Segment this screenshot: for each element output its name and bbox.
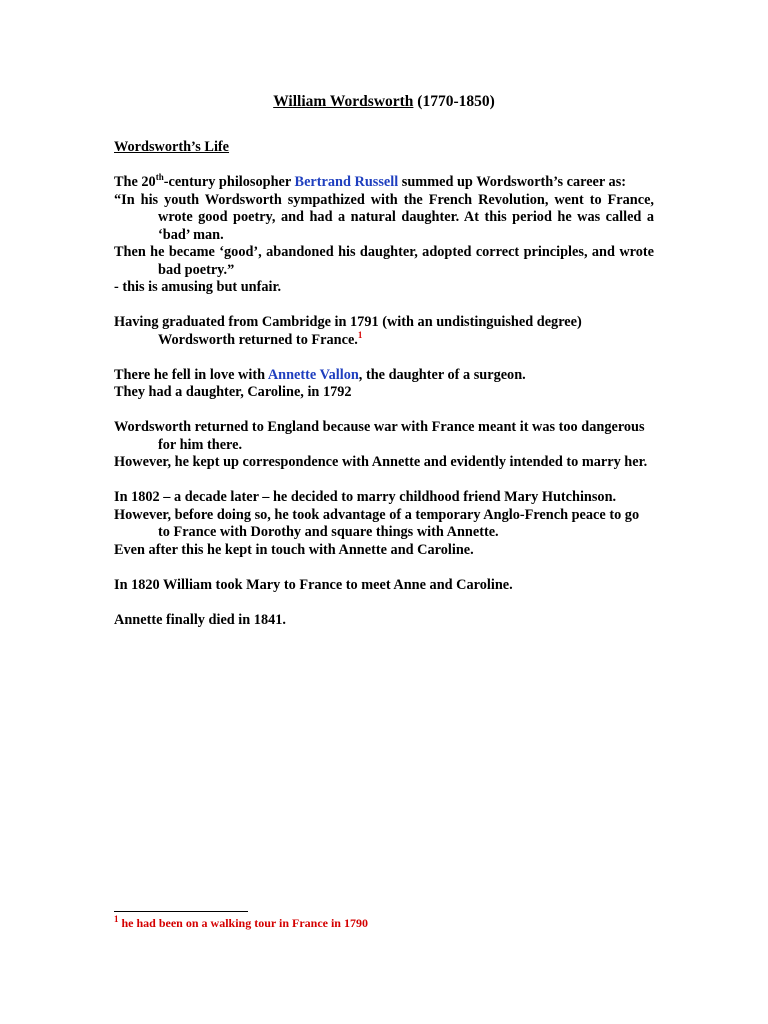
marriage-line-3: Even after this he kept in touch with Annette and Caroline. [114, 541, 474, 558]
annette-line-1 [114, 367, 654, 385]
intro-text-a: The 20 [114, 174, 156, 190]
intro-text-c: summed up Wordsworth’s career as: [398, 174, 627, 190]
superscript-th: th [155, 172, 164, 183]
annette-vallon-link[interactable]: Annette Vallon [267, 366, 359, 383]
paragraph-cambridge [114, 314, 654, 349]
title-name: William Wordsworth [273, 93, 414, 110]
paragraph-1820 [114, 577, 654, 595]
paragraph-russell [114, 174, 654, 297]
section-heading: Wordsworth’s Life [114, 138, 230, 155]
paragraph-annette [114, 367, 654, 402]
bertrand-russell-link[interactable]: Bertrand Russell [294, 174, 399, 190]
marriage-line-2: However, before doing so, he took advantage of a temporary Anglo-French peace to go to France with Dorothy and square things with Annette. [114, 506, 640, 540]
death-line: Annette finally died in 1841. [114, 611, 286, 628]
footnote [114, 915, 368, 931]
comment-line: - this is amusing but unfair. [114, 279, 282, 295]
footnote-separator [114, 911, 248, 912]
title-dates: (1770-1850) [417, 93, 495, 110]
paragraph-1802 [114, 489, 654, 559]
annette-text-b: , the daughter of a surgeon. [358, 366, 526, 383]
russell-intro [114, 174, 654, 192]
annette-text-a: There he fell in love with [114, 366, 268, 383]
footnote-reference[interactable]: 1 [357, 329, 363, 340]
intro-text-b: -century philosopher [163, 174, 295, 190]
england-line-2: However, he kept up correspondence with Annette and evidently intended to marry her. [114, 454, 648, 470]
cambridge-sentence: Having graduated from Cambridge in 1791 (with an undistinguished degree) Wordsworth returned to France. [114, 314, 582, 348]
quote-line-1: “In his youth Wordsworth sympathized with the French Revolution, went to France, wrote good poetry, and had a natural daughter. At this period he was called a ‘bad’ man. [114, 191, 654, 243]
footnote-text: he had been on a walking tour in France in 1790 [118, 916, 368, 930]
england-line-1: Wordsworth returned to England because war with France meant it was too dangerous for him there. [114, 419, 645, 453]
marriage-line-1: In 1802 – a decade later – he decided to marry childhood friend Mary Hutchinson. [114, 489, 617, 505]
visit-line: In 1820 William took Mary to France to meet Anne and Caroline. [114, 576, 513, 593]
page-title [114, 93, 654, 111]
paragraph-england [114, 419, 654, 472]
cambridge-text [114, 314, 654, 349]
quote-line-2: Then he became ‘good’, abandoned his daughter, adopted correct principles, and wrote bad poetry.” [114, 244, 654, 278]
paragraph-1841 [114, 612, 654, 630]
document-body [114, 93, 654, 647]
annette-line-2: They had a daughter, Caroline, in 1792 [114, 384, 352, 400]
footnote-number: 1 [114, 914, 119, 924]
